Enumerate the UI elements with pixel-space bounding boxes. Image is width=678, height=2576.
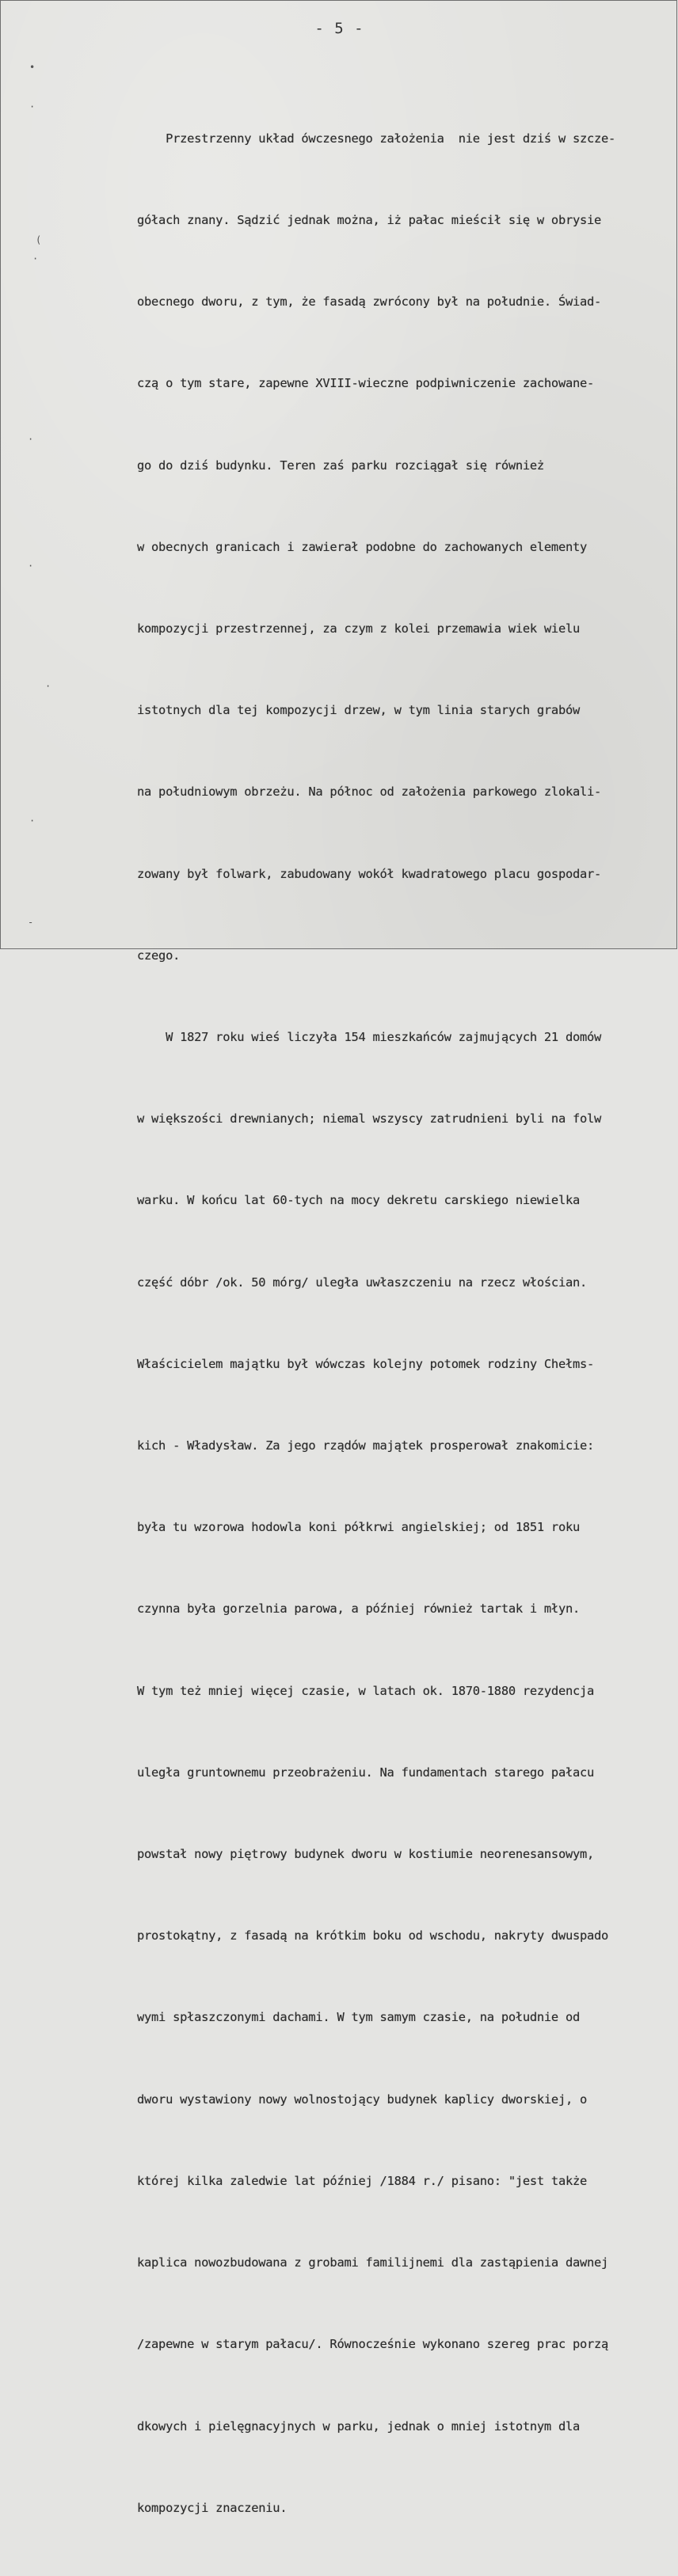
margin-speck: -	[28, 917, 34, 928]
text-line: /zapewne w starym pałacu/. Równocześnie wykonano szereg prac porzą	[137, 2337, 609, 2352]
margin-speck: ·	[28, 434, 34, 445]
text-line: na południowym obrzeżu. Na północ od założenia parkowego zlokali-	[137, 785, 602, 800]
text-line: W 1827 roku wieś liczyła 154 mieszkańców zajmujących 21 domów	[137, 1030, 602, 1045]
text-line: wymi spłaszczonymi dachami. W tym samym czasie, na południe od	[137, 2010, 580, 2025]
margin-speck: ·	[45, 681, 51, 692]
text-line: której kilka zaledwie lat później /1884 r./ pisano: "jest także	[137, 2173, 588, 2188]
page-number: - 5 -	[314, 20, 364, 37]
margin-speck: •	[29, 62, 36, 73]
text-line: warku. W końcu lat 60-tych na mocy dekretu carskiego niewielka	[137, 1193, 580, 1208]
text-line: czynna była gorzelnia parowa, a później również tartak i młyn.	[137, 1601, 580, 1617]
margin-speck: ·	[29, 815, 36, 826]
text-line: kompozycji znaczeniu.	[137, 2500, 288, 2515]
text-line: kompozycji przestrzennej, za czym z kolei przemawia wiek wielu	[137, 621, 580, 636]
text-line: prostokątny, z fasadą na krótkim boku od wschodu, nakryty dwuspado	[137, 1928, 609, 1943]
text-line: dworu wystawiony nowy wolnostojący budynek kaplicy dworskiej, o	[137, 2092, 588, 2107]
text-line: zowany był folwark, zabudowany wokół kwadratowego placu gospodar-	[137, 866, 602, 881]
text-line: w obecnych granicach i zawierał podobne do zachowanych elementy	[137, 539, 588, 554]
text-line: kaplica nowozbudowana z grobami familijnemi dla zastąpienia dawnej	[137, 2255, 609, 2270]
text-line: powstał nowy piętrowy budynek dworu w kostiumie neorenesansowym,	[137, 1847, 595, 1862]
text-line: była tu wzorowa hodowla koni półkrwi angielskiej; od 1851 roku	[137, 1520, 580, 1535]
text-line: W tym też mniej więcej czasie, w latach ok. 1870-1880 rezydencja	[137, 1683, 595, 1698]
text-line: Przestrzenny układ ówczesnego założenia nie jest dziś w szcze-	[137, 131, 616, 146]
text-line: uległa gruntownemu przeobrażeniu. Na fundamentach starego pałacu	[137, 1765, 595, 1780]
margin-speck: ·	[28, 560, 34, 572]
text-line: Właścicielem majątku był wówczas kolejny potomek rodziny Chełms-	[137, 1356, 595, 1371]
body-text	[137, 70, 676, 2576]
margin-speck: ·	[29, 101, 36, 112]
text-line: gółach znany. Sądzić jednak można, iż pałac mieścił się w obrysie	[137, 213, 602, 228]
text-line: go do dziś budynku. Teren zaś parku rozciągał się również	[137, 458, 544, 473]
text-line: dkowych i pielęgnacyjnych w parku, jednak o mniej istotnym dla	[137, 2418, 580, 2434]
text-line: część dóbr /ok. 50 mórg/ uległa uwłaszczeniu na rzecz włościan.	[137, 1275, 588, 1290]
text-line: istotnych dla tej kompozycji drzew, w tym linia starych grabów	[137, 703, 580, 718]
text-line: obecnego dworu, z tym, że fasadą zwrócony był na południe. Świad-	[137, 294, 602, 310]
margin-speck: (	[36, 234, 42, 245]
text-line: kich - Władysław. Za jego rządów majątek prosperował znakomicie:	[137, 1438, 595, 1453]
margin-speck: ·	[32, 253, 39, 264]
text-line: w większości drewnianych; niemal wszyscy zatrudnieni byli na folw	[137, 1111, 602, 1127]
text-line: czą o tym stare, zapewne XVIII-wieczne podpiwniczenie zachowane-	[137, 376, 595, 391]
text-line: czego.	[137, 948, 181, 963]
